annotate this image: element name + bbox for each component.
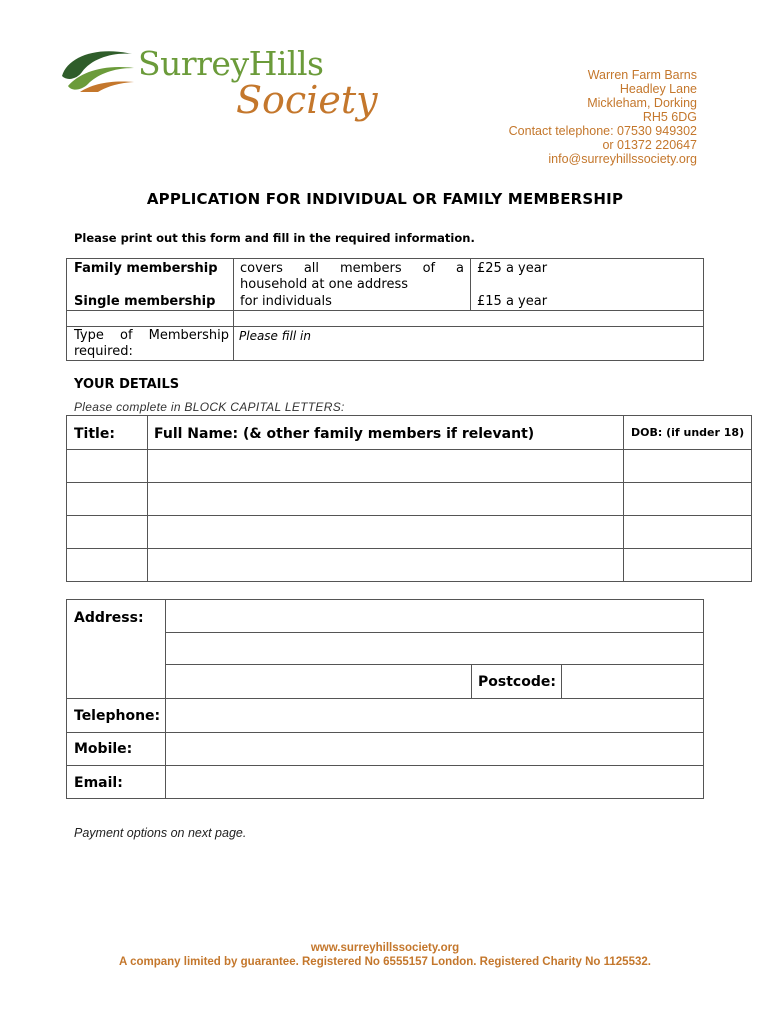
logo-name: SurreyHills bbox=[138, 44, 324, 83]
telephone-label: Telephone: bbox=[74, 708, 161, 724]
col-dob-header: DOB: (if under 18) bbox=[631, 426, 745, 439]
family-membership-desc-cont: household at one address bbox=[240, 277, 408, 292]
block-capitals-note: Please complete in BLOCK CAPITAL LETTERS: bbox=[74, 400, 345, 414]
postcode-input[interactable] bbox=[562, 665, 702, 697]
address-postcode: RH5 6DG bbox=[642, 110, 697, 124]
fullname-input[interactable] bbox=[148, 516, 622, 547]
dob-input[interactable] bbox=[624, 483, 750, 514]
mobile-label: Mobile: bbox=[74, 741, 133, 757]
mobile-input[interactable] bbox=[166, 733, 702, 764]
title-input[interactable] bbox=[68, 483, 146, 514]
telephone-input[interactable] bbox=[166, 699, 702, 731]
title-input[interactable] bbox=[68, 450, 146, 481]
address-input-line-2[interactable] bbox=[166, 633, 702, 663]
membership-type-label-cont: required: bbox=[74, 344, 133, 359]
single-membership-price: £15 a year bbox=[477, 294, 548, 309]
family-membership-label: Family membership bbox=[74, 261, 218, 276]
dob-input[interactable] bbox=[624, 450, 750, 481]
family-members-table bbox=[66, 415, 752, 582]
address-line: Mickleham, Dorking bbox=[587, 96, 697, 110]
contact-email[interactable]: info@surreyhillssociety.org bbox=[548, 152, 697, 166]
title-input[interactable] bbox=[68, 516, 146, 547]
col-title-header: Title: bbox=[74, 426, 115, 442]
contact-telephone: Contact telephone: 07530 949302 bbox=[508, 124, 697, 138]
dob-input[interactable] bbox=[624, 516, 750, 547]
email-input[interactable] bbox=[166, 766, 702, 797]
title-input[interactable] bbox=[68, 549, 146, 580]
fullname-input[interactable] bbox=[148, 450, 622, 481]
membership-type-label: Type of Membership bbox=[74, 328, 229, 343]
dob-input[interactable] bbox=[624, 549, 750, 580]
society-logo bbox=[58, 44, 378, 144]
your-details-heading: YOUR DETAILS bbox=[74, 377, 180, 392]
address-line: Headley Lane bbox=[619, 82, 697, 96]
fullname-input[interactable] bbox=[148, 549, 622, 580]
page-title: APPLICATION FOR INDIVIDUAL OR FAMILY MEMBERSHIP bbox=[146, 190, 624, 208]
address-input-line-3[interactable] bbox=[166, 665, 470, 697]
family-membership-price: £25 a year bbox=[477, 261, 548, 276]
col-fullname-header: Full Name: (& other family members if relevant) bbox=[154, 426, 535, 442]
form-instruction: Please print out this form and fill in the required information. bbox=[74, 231, 475, 245]
single-membership-desc: for individuals bbox=[240, 294, 332, 309]
contact-telephone-alt: or 01372 220647 bbox=[602, 138, 697, 152]
leaf-swoosh-icon bbox=[58, 46, 136, 94]
logo-subtitle: Society bbox=[236, 78, 378, 122]
postcode-label: Postcode: bbox=[478, 674, 556, 690]
footer-legal-text: A company limited by guarantee. Registered No 6555157 London. Registered Charity No 1125532. bbox=[119, 956, 651, 968]
family-membership-desc: covers all members of a bbox=[240, 261, 464, 276]
address-input-line-1[interactable] bbox=[166, 601, 702, 631]
contact-details-table bbox=[66, 599, 704, 799]
fullname-input[interactable] bbox=[148, 483, 622, 514]
footer-website-link[interactable]: www.surreyhillssociety.org bbox=[310, 942, 460, 954]
single-membership-label: Single membership bbox=[74, 294, 216, 309]
page-footer bbox=[0, 941, 770, 969]
society-address bbox=[509, 68, 697, 166]
address-label: Address: bbox=[74, 610, 144, 626]
address-line: Warren Farm Barns bbox=[587, 68, 697, 82]
payment-note: Payment options on next page. bbox=[74, 826, 247, 840]
membership-table bbox=[66, 258, 704, 361]
membership-type-field[interactable]: Please fill in bbox=[239, 329, 311, 343]
email-label: Email: bbox=[74, 775, 123, 791]
